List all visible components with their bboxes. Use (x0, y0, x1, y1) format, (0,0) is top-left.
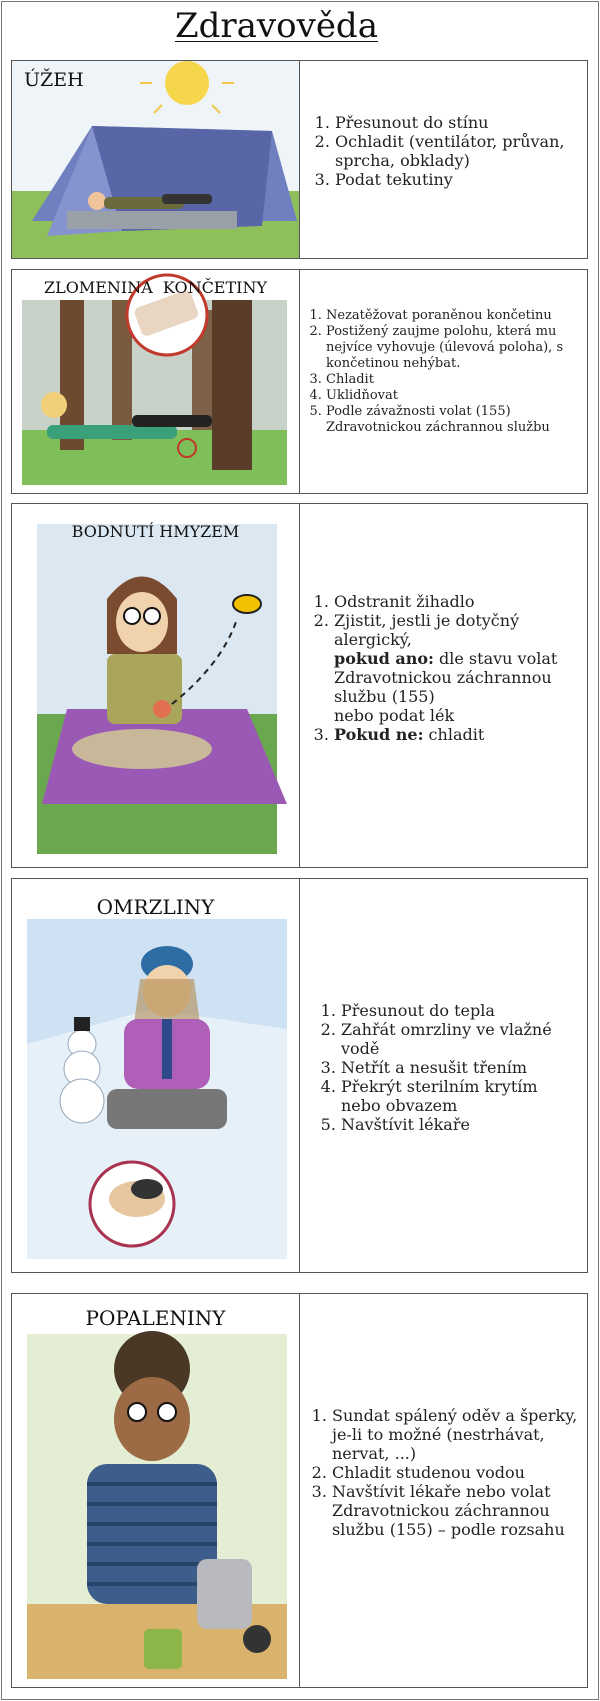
insect-sting-illustration (12, 504, 300, 867)
list-item: 4. Překrýt sterilním krytím nebo obvazem (341, 1077, 577, 1115)
burns-illustration (12, 1294, 300, 1687)
bold-label: Pokud ne: (334, 725, 424, 744)
list-item: 2. Postižený zaujme polohu, která mu nejvíce vyhovuje (úlevová poloha), s končetinou nehýbat. (326, 324, 578, 372)
card-fracture (11, 269, 588, 494)
page-title: Zdravověda (175, 6, 378, 46)
card-burns (11, 1293, 588, 1688)
list-item: 1. Přesunout do tepla (341, 1001, 577, 1020)
fracture-steps (306, 308, 578, 436)
fracture-illustration (12, 270, 300, 493)
frostbite-illustration (12, 879, 300, 1272)
heatstroke-steps (309, 113, 571, 189)
list-item: 3. Chladit (326, 372, 578, 388)
list-item: 3. Pokud ne: chladit (334, 725, 578, 744)
fracture-heading: ZLOMENINA KONČETINY (43, 278, 268, 297)
list-item: 4. Uklidňovat (326, 388, 578, 404)
card-frostbite (11, 878, 588, 1273)
list-item: 1. Nezatěžovat poraněnou končetinu (326, 308, 578, 324)
insect-sting-steps (308, 592, 578, 744)
list-item: 3. Netřít a nesušit třením (341, 1058, 577, 1077)
list-item: 2. Chladit studenou vodou (332, 1463, 581, 1482)
list-item: 1. Sundat spálený oděv a šperky, je-li to možné (nestrhávat, nervat, ...) (332, 1406, 581, 1463)
list-item: 5. Navštívit lékaře (341, 1115, 577, 1134)
list-item: 5. Podle závažnosti volat (155) Zdravotnickou záchrannou službu (326, 404, 578, 436)
frostbite-steps (315, 1001, 577, 1134)
frostbite-heading: OMRZLINY (96, 895, 215, 919)
list-item: 2. Ochladit (ventilátor, průvan, sprcha, obklady) (335, 132, 571, 170)
list-item: 3. Navštívit lékaře nebo volat Zdravotnickou záchrannou službu (155) – podle rozsahu (332, 1482, 581, 1539)
list-item: 2. Zjistit, jestli je dotyčný alergický, pokud ano: dle stavu volat Zdravotnickou záchrannou službu (155) nebo podat lék (334, 611, 578, 725)
burns-steps (306, 1406, 581, 1539)
burns-heading: POPALENINY (85, 1306, 226, 1330)
bold-label: pokud ano: (334, 649, 434, 668)
card-insect-sting (11, 503, 588, 868)
list-item: 1. Přesunout do stínu (335, 113, 571, 132)
list-item: 3. Podat tekutiny (335, 170, 571, 189)
insect-sting-heading: BODNUTÍ HMYZEM (71, 522, 240, 541)
card-heatstroke (11, 60, 588, 259)
list-item: 1. Odstranit žihadlo (334, 592, 578, 611)
list-item: 2. Zahřát omrzliny ve vlažné vodě (341, 1020, 577, 1058)
heatstroke-heading: ÚŽEH (24, 69, 84, 91)
